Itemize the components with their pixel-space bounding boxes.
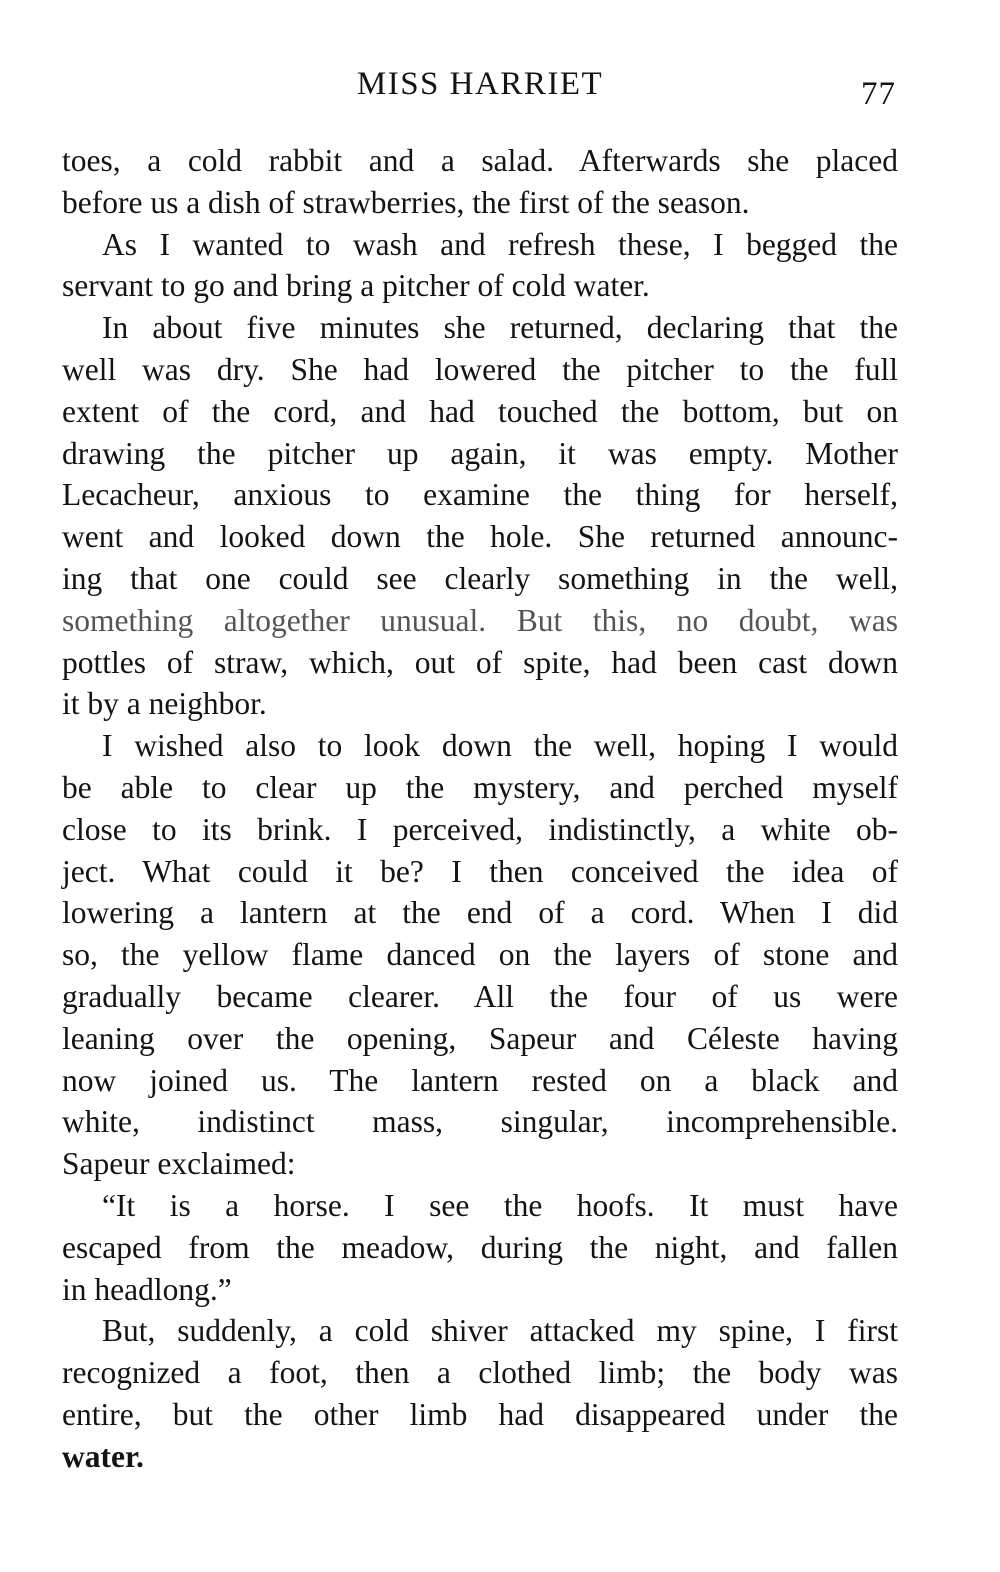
body-text: [62, 140, 898, 1478]
text-line: servant to go and bring a pitcher of cold water.: [62, 268, 650, 304]
text-line: pottles of straw, which, out of spite, had been cast down: [62, 644, 898, 680]
text-line: gradually became clearer. All the four of us were: [62, 978, 898, 1014]
text-line: ing that one could see clearly something in the well,: [62, 560, 898, 596]
text-line: now joined us. The lantern rested on a black and: [62, 1062, 898, 1098]
text-line: well was dry. She had lowered the pitcher to the full: [62, 351, 898, 387]
text-line: I wished also to look down the well, hoping I would: [102, 728, 898, 764]
text-line: it by a neighbor.: [62, 686, 267, 722]
text-line: “It is a horse. I see the hoofs. It must have: [102, 1187, 898, 1223]
text-line: be able to clear up the mystery, and perched myself: [62, 769, 898, 805]
text-line: But, suddenly, a cold shiver attacked my spine, I first: [102, 1313, 898, 1349]
text-line: something altogether unusual. But this, no doubt, was: [62, 602, 898, 638]
text-line: white, indistinct mass, singular, incomprehensible.: [62, 1104, 898, 1140]
text-line: In about five minutes she returned, declaring that the: [102, 310, 898, 346]
text-line: so, the yellow flame danced on the layers of stone and: [62, 937, 898, 973]
text-line: escaped from the meadow, during the night, and fallen: [62, 1229, 898, 1265]
text-line: went and looked down the hole. She returned announc-: [62, 519, 898, 555]
text-line: close to its brink. I perceived, indistinctly, a white ob-: [62, 811, 898, 847]
page-number: 77: [861, 76, 896, 112]
running-title: MISS HARRIET: [356, 66, 604, 102]
text-line: in headlong.”: [62, 1271, 232, 1307]
text-line: Lecacheur, anxious to examine the thing for herself,: [62, 477, 898, 513]
text-line: before us a dish of strawberries, the first of the season.: [62, 184, 750, 220]
text-line: toes, a cold rabbit and a salad. Afterwards she placed: [62, 143, 898, 178]
running-head: [62, 62, 898, 114]
text-line: recognized a foot, then a clothed limb; the body was: [62, 1355, 898, 1391]
text-line: ject. What could it be? I then conceived the idea of: [62, 853, 898, 889]
text-line: water.: [62, 1438, 144, 1474]
text-line: Sapeur exclaimed:: [62, 1146, 296, 1182]
text-line: leaning over the opening, Sapeur and Céleste having: [62, 1020, 898, 1056]
text-line: extent of the cord, and had touched the bottom, but on: [62, 393, 898, 429]
text-line: lowering a lantern at the end of a cord. When I did: [62, 895, 898, 931]
text-line: drawing the pitcher up again, it was empty. Mother: [62, 435, 898, 471]
text-line: As I wanted to wash and refresh these, I begged the: [102, 226, 898, 262]
text-line: entire, but the other limb had disappeared under the: [62, 1396, 898, 1432]
